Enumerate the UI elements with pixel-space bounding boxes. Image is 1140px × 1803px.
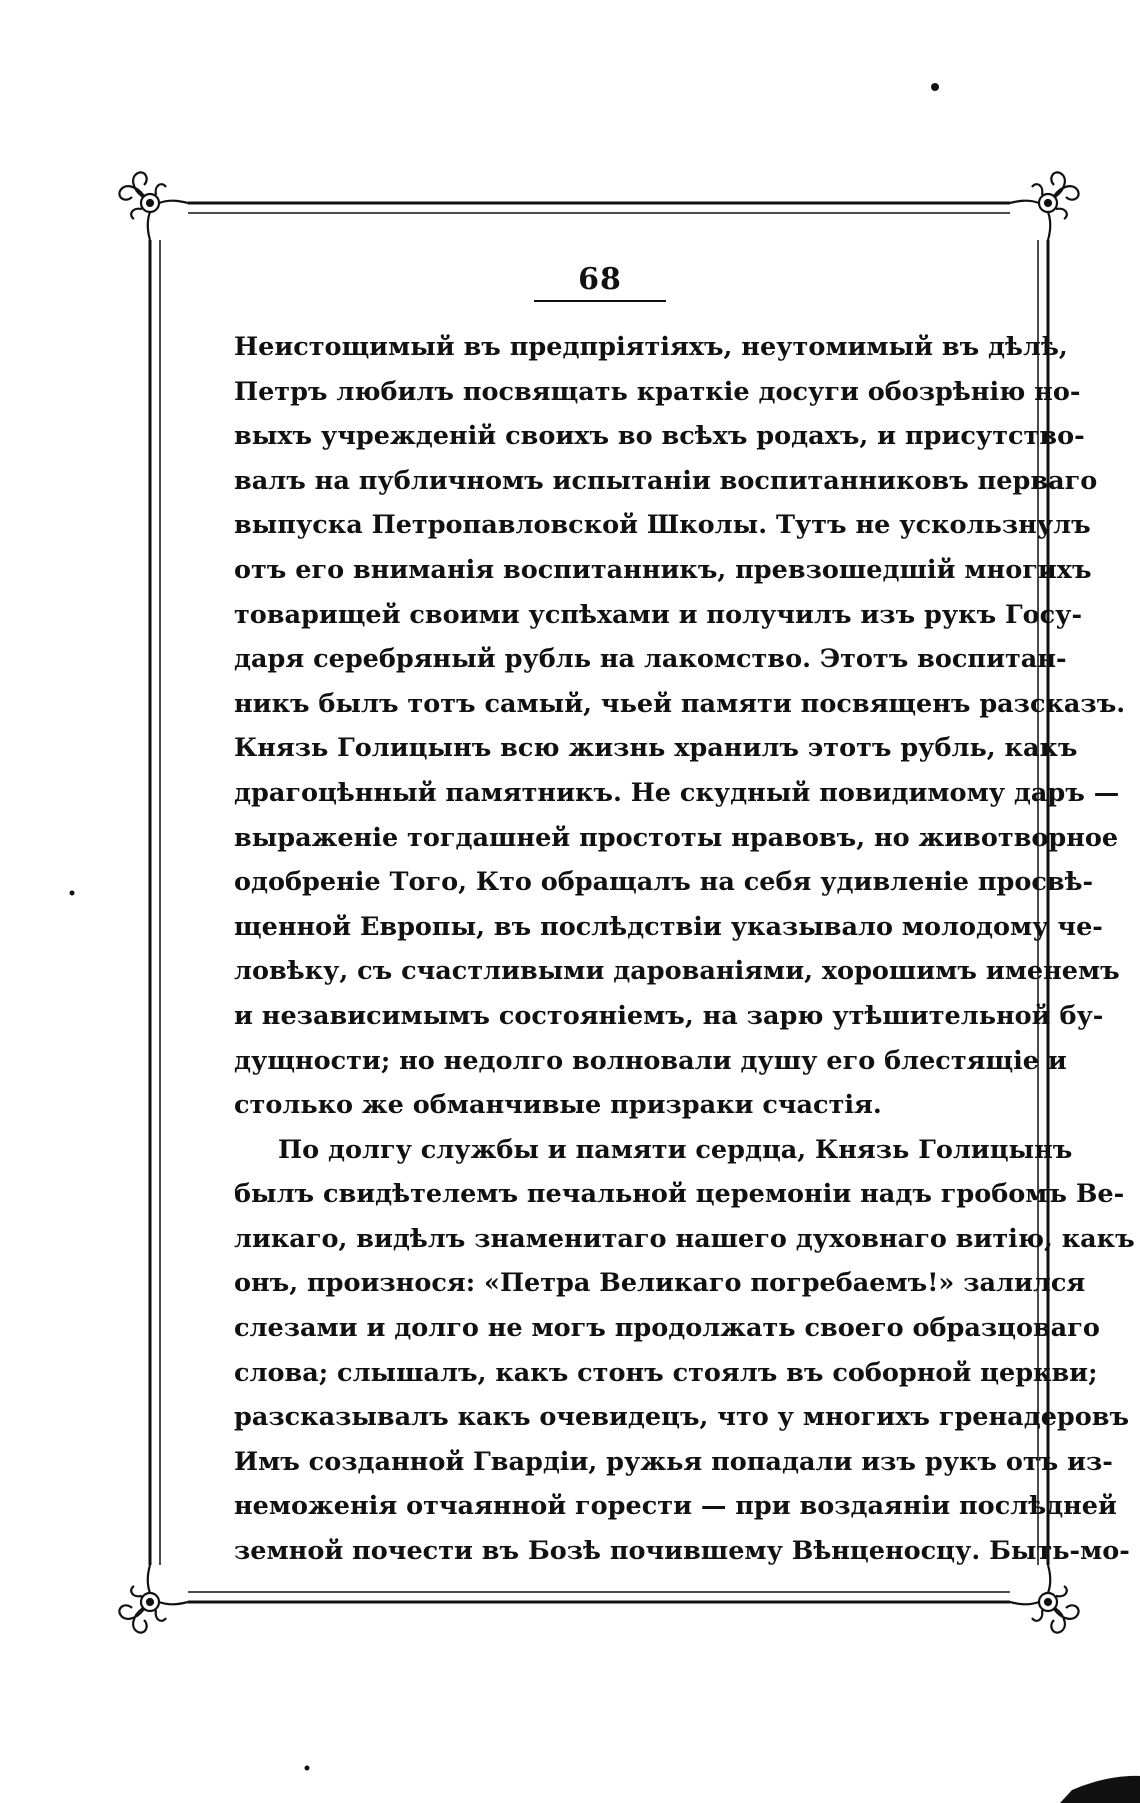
text-line: ловѣку, съ счастливыми дарованіями, хорошимъ именемъ xyxy=(234,956,1120,987)
text-line: никъ былъ тотъ самый, чьей памяти посвященъ разсказъ. xyxy=(234,688,1126,719)
text-line: былъ свидѣтелемъ печальной церемоніи надъ гробомъ Ве- xyxy=(234,1179,1125,1210)
text-line: щенной Европы, въ послѣдствіи указывало молодому че- xyxy=(234,911,1103,942)
text-line: даря серебряный рубль на лакомство. Этотъ воспитан- xyxy=(234,644,1067,675)
text-line: ликаго, видѣлъ знаменитаго нашего духовнаго витію, какъ xyxy=(234,1223,1135,1254)
text-line: разсказывалъ какъ очевидецъ, что у многихъ гренадеровъ xyxy=(234,1402,1130,1433)
text-line: выхъ учрежденій своихъ во всѣхъ родахъ, и присутство- xyxy=(234,421,1085,452)
text-line: Петръ любилъ посвящать краткіе досуги обозрѣнію но- xyxy=(234,376,1081,407)
text-line: одобреніе Того, Кто обращалъ на себя удивленіе просвѣ- xyxy=(234,867,1094,898)
text-line: слова; слышалъ, какъ стонъ стоялъ въ соборной церкви; xyxy=(234,1357,1098,1388)
scroll-flourish-icon xyxy=(1010,172,1079,240)
text-line: Неистощимый въ предпріятіяхъ, неутомимый въ дѣлѣ, xyxy=(234,332,1068,362)
text-line: столько же обманчивые призраки счастія. xyxy=(234,1090,882,1121)
scroll-flourish-icon xyxy=(119,1565,188,1633)
ink-smudge xyxy=(1060,1776,1140,1803)
ink-speck xyxy=(305,1766,310,1771)
text-line: драгоцѣнный памятникъ. Не скудный повидимому даръ — xyxy=(234,777,1120,808)
page-number-rule xyxy=(534,300,666,302)
text-line: По долгу службы и памяти сердца, Князь Голицынъ xyxy=(278,1134,1073,1165)
text-line: выпуска Петропавловской Школы. Тутъ не ускользнулъ xyxy=(234,510,1091,541)
text-line: земной почести въ Бозѣ почившему Вѣнценосцу. Быть-мо- xyxy=(234,1536,1130,1567)
body-text xyxy=(234,325,1135,1574)
scroll-flourish-icon xyxy=(1010,1565,1079,1633)
ink-speck xyxy=(70,891,75,896)
text-line: дущности; но недолго волновали душу его блестящіе и xyxy=(234,1045,1067,1076)
text-line: Имъ созданной Гвардіи, ружья попадали изъ рукъ отъ из- xyxy=(234,1446,1113,1477)
paragraph xyxy=(234,1128,1135,1574)
scroll-flourish-icon xyxy=(119,172,188,240)
text-line: неможенія отчаянной горести — при воздаяніи послѣдней xyxy=(234,1491,1117,1522)
paragraph xyxy=(234,325,1126,1128)
ink-speck xyxy=(931,83,939,91)
text-line: онъ, произнося: «Петра Великаго погребаемъ!» залился xyxy=(234,1268,1086,1299)
text-line: выраженіе тогдашней простоты нравовъ, но животворное xyxy=(234,822,1119,853)
page-number: 68 xyxy=(578,262,622,297)
text-line: слезами и долго не могъ продолжать своего образцоваго xyxy=(234,1313,1100,1344)
text-line: валъ на публичномъ испытаніи воспитанниковъ перваго xyxy=(234,465,1098,496)
text-line: Князь Голицынъ всю жизнь хранилъ этотъ рубль, какъ xyxy=(234,733,1078,764)
text-line: и независимымъ состояніемъ, на зарю утѣшительной бу- xyxy=(234,1000,1104,1031)
text-line: отъ его вниманія воспитанникъ, превзошедшій многихъ xyxy=(234,554,1092,585)
text-line: товарищей своими успѣхами и получилъ изъ рукъ Госу- xyxy=(234,599,1083,630)
